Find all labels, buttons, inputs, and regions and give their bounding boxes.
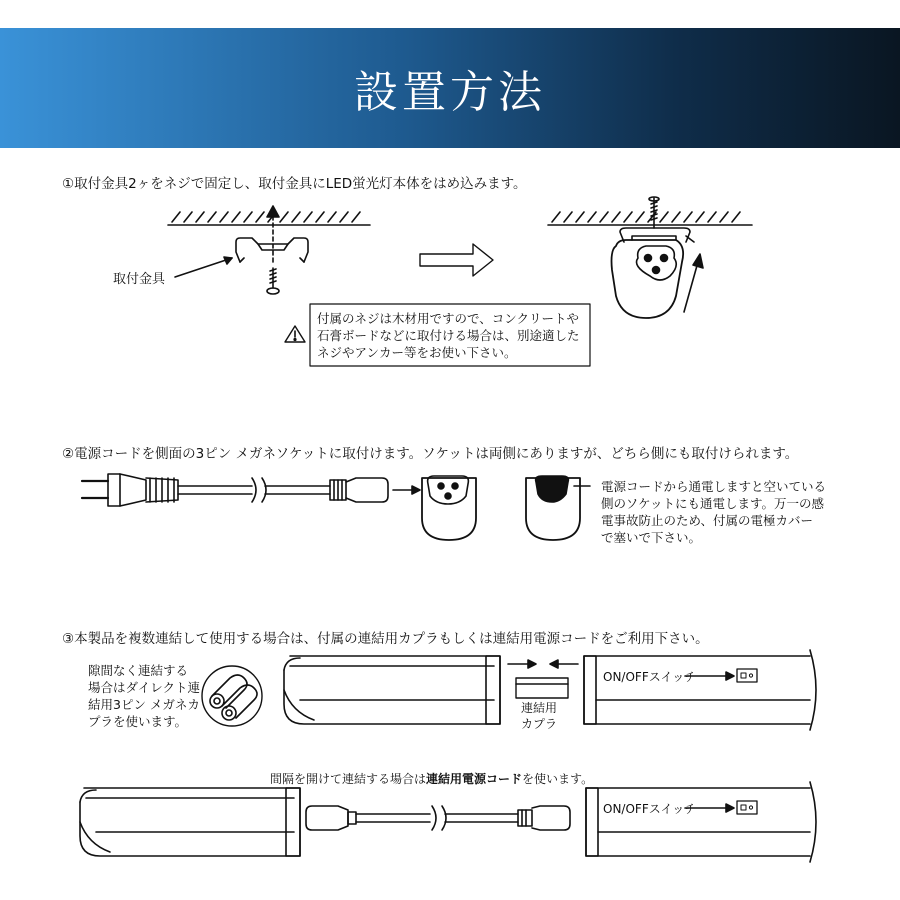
cord-connector [330,478,388,502]
coupler-label-2: カプラ [521,717,558,731]
mounting-bracket [236,238,308,262]
warning-box [310,304,590,366]
note-line-3: 電事故防止のため、付属の電極カバー [601,513,814,528]
socket-end-cap-right [526,476,590,540]
coupler-block [516,678,568,698]
power-plug [82,474,178,506]
gap-text-suffix: を使います。 [522,772,594,786]
step2-title: ②電源コードを側面の3ピン メガネソケットに取付けます。ソケットは両側にありますが、どちら側にも取付けられます。 [62,446,799,462]
bracket-label: 取付金具 [113,272,166,287]
switch-icon-bottom [685,801,757,814]
direct-coupler-circle [202,666,262,726]
step1-title: ①取付金具2ヶをネジで固定し、取付金具にLED蛍光灯本体をはめ込みます。 [62,176,527,192]
warning-triangle-icon [285,326,305,342]
power-cord-cable [178,478,330,502]
note-line-1: 電源コードから通電しますと空いている [601,479,827,494]
hollow-arrow-icon [420,244,493,276]
switch-label-2: ON/OFFスイッチ [603,802,697,816]
note-line-2: 側のソケットにも通電します。万一の感 [601,496,825,511]
insert-arrow [393,486,420,494]
push-up-arrow [684,254,703,312]
coupler-arrows [508,660,578,668]
ceiling-right [548,212,752,225]
note-line-4: で塞いで下さい。 [601,530,702,545]
direct-line-1: 隙間なく連結する [88,663,189,678]
screw-left [267,268,279,294]
light-bar-bottom-left [80,788,300,856]
switch-icon-top [685,669,757,682]
warning-line-3: ネジやアンカー等をお使い下さい。 [317,345,517,360]
direct-line-2: 場合はダイレクト連 [88,680,201,695]
light-bar-top-left [284,656,500,724]
light-bar-bottom-right [586,782,816,862]
socket-end-cap-left [422,476,476,540]
warning-line-2: 石膏ボードなどに取付ける場合は、別途適した [317,328,580,343]
gap-text-bold: 連結用電源コード [426,772,523,786]
direct-line-3: 結用3ピン メガネカ [88,697,200,712]
step3-title: ③本製品を複数連結して使用する場合は、付属の連結用カプラもしくは連結用電源コードをご利用下さい。 [62,631,709,647]
coupler-label-1: 連結用 [521,701,558,715]
warning-line-1: 付属のネジは木材用ですので、コンクリートや [317,311,580,326]
direct-line-4: プラを使います。 [88,714,188,729]
screw-right [649,197,659,228]
bracket-label-arrow [175,257,232,277]
mounted-fixture [612,228,695,318]
light-bar-top-right [584,650,816,730]
dashed-arrow [267,206,279,262]
gap-text-prefix: 間隔を開けて連結する場合は [270,772,427,786]
link-cord [306,806,570,830]
switch-label-1: ON/OFFスイッチ [603,670,697,684]
page-title: 設置方法 [354,67,546,118]
